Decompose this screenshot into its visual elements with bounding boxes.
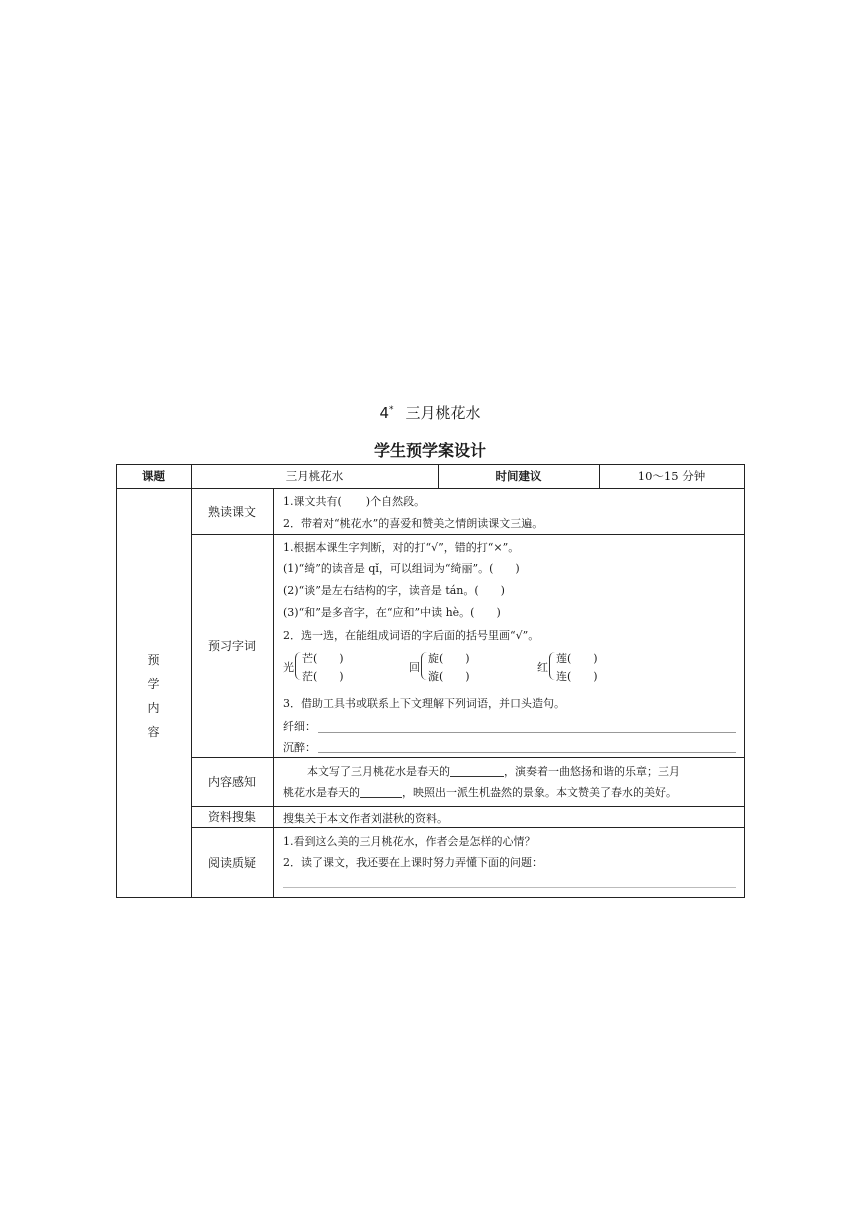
fill-blank[interactable] xyxy=(450,764,504,777)
topic-value: 三月桃花水 xyxy=(285,469,344,483)
table-border-bottom xyxy=(116,897,745,898)
choice-group xyxy=(283,651,373,683)
choice-option[interactable]: 芒( ) xyxy=(302,652,344,665)
choice-group-char: 光 xyxy=(283,661,294,674)
read-line-1-post: )个自然段。 xyxy=(365,495,426,508)
word-label-1: 纤细： xyxy=(283,720,316,733)
preview-table xyxy=(116,464,744,897)
content-line-1 xyxy=(307,763,680,779)
questions-q1: 1.看到这么美的三月桃花水，作者会是怎样的心情？ xyxy=(283,835,536,848)
section-label-words: 预习字词 xyxy=(207,639,256,653)
questions-content xyxy=(274,827,744,897)
choice-option[interactable]: 漩( ) xyxy=(428,670,470,683)
answer-line[interactable] xyxy=(318,732,736,733)
section-label-questions: 阅读质疑 xyxy=(207,855,256,870)
words-q1b[interactable]: (2)“谈”是左右结构的字，读音是 tán。( ) xyxy=(283,584,505,597)
words-content xyxy=(274,534,744,757)
side-label-char: 学 xyxy=(147,677,160,691)
brace xyxy=(295,652,301,680)
research-content xyxy=(274,806,744,827)
lesson-mark: * xyxy=(389,405,394,415)
section-label-read: 熟读课文 xyxy=(207,504,256,519)
answer-line[interactable] xyxy=(318,752,736,753)
read-line-2: 2．带着对“桃花水”的喜爱和赞美之情朗读课文三遍。 xyxy=(283,517,544,530)
choice-group xyxy=(537,651,627,683)
questions-q2: 2．读了课文，我还要在上课时努力弄懂下面的问题： xyxy=(283,856,543,869)
research-text: 搜集关于本文作者刘湛秋的资料。 xyxy=(283,812,448,825)
choice-option[interactable]: 莲( ) xyxy=(556,652,598,665)
choice-group xyxy=(409,651,499,683)
content-line-2 xyxy=(283,784,677,800)
page-subtitle: 学生预学案设计 xyxy=(373,441,486,460)
content-line-2-b: ，映照出一派生机盎然的景象。本文赞美了春水的美好。 xyxy=(402,786,677,799)
answer-line[interactable] xyxy=(283,887,736,888)
words-q3: 3．借助工具书或联系上下文理解下列词语，并口头造句。 xyxy=(283,697,565,710)
content-perception xyxy=(274,757,744,806)
words-q1: 1.根据本课生字判断，对的打“√”，错的打“×”。 xyxy=(283,541,520,554)
table-border-right xyxy=(744,464,745,898)
side-label-char: 容 xyxy=(147,725,160,739)
lesson-number: 4 xyxy=(379,404,390,422)
lesson-title xyxy=(0,402,860,423)
brace xyxy=(421,652,427,680)
content-line-1-a: 本文写了三月桃花水是春天的 xyxy=(307,765,450,778)
side-label-char: 内 xyxy=(147,701,160,715)
lesson-name: 三月桃花水 xyxy=(405,404,481,422)
side-label xyxy=(116,648,191,744)
topic-label: 课题 xyxy=(142,469,165,483)
section-label-content: 内容感知 xyxy=(207,775,256,789)
word-label-2: 沉醉： xyxy=(283,741,316,754)
choice-option[interactable]: 茫( ) xyxy=(302,670,344,683)
choice-option[interactable]: 连( ) xyxy=(556,670,598,683)
read-line-1-pre: 1.课文共有( xyxy=(283,495,342,508)
words-q1c[interactable]: (3)“和”是多音字，在“应和”中读 hè。( ) xyxy=(283,606,501,619)
words-q2: 2．选一选，在能组成词语的字后面的括号里画“√”。 xyxy=(283,629,540,642)
content-line-1-b: ，演奏着一曲悠扬和谐的乐章；三月 xyxy=(504,765,680,778)
content-line-2-a: 桃花水是春天的 xyxy=(283,786,360,799)
time-label: 时间建议 xyxy=(495,469,542,483)
choice-group-char: 回 xyxy=(409,661,420,674)
brace xyxy=(549,652,555,680)
read-content xyxy=(274,488,744,534)
read-line-1 xyxy=(283,493,425,509)
fill-blank[interactable] xyxy=(360,785,402,798)
words-q1a[interactable]: (1)“绮”的读音是 qǐ，可以组词为“绮丽”。( ) xyxy=(283,562,520,575)
section-label-research: 资料搜集 xyxy=(207,810,256,824)
choice-option[interactable]: 旋( ) xyxy=(428,652,470,665)
time-value: 10～15 分钟 xyxy=(637,469,706,483)
side-label-char: 预 xyxy=(147,653,160,667)
choice-group-char: 红 xyxy=(537,661,548,674)
